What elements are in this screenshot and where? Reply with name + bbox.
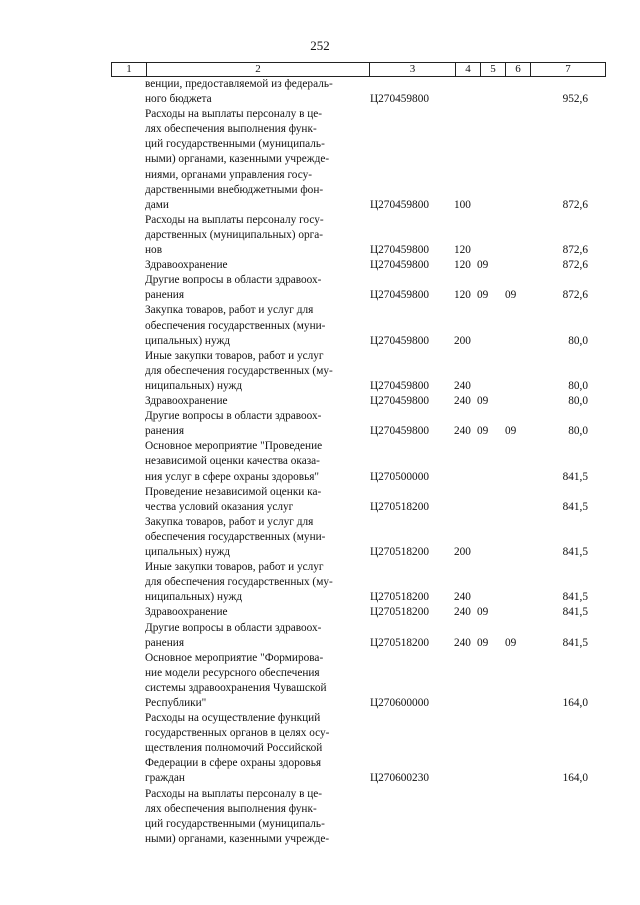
row-description bbox=[145, 439, 360, 484]
description-line: лях обеспечения выполнения функ- bbox=[145, 802, 317, 815]
expense-type: 240 bbox=[454, 591, 471, 604]
section: 09 bbox=[477, 606, 489, 619]
amount: 80,0 bbox=[568, 334, 588, 347]
amount: 164,0 bbox=[562, 772, 588, 785]
description-line: ранения bbox=[145, 425, 185, 438]
column-header-5: 5 bbox=[481, 63, 506, 77]
description-line: лях обеспечения выполнения функ- bbox=[145, 123, 317, 136]
description-line: ными) органами, казенными учрежде- bbox=[145, 832, 330, 845]
description-line: Закупка товаров, работ и услуг для bbox=[145, 304, 314, 317]
description-line: Другие вопросы в области здравоох- bbox=[145, 274, 322, 287]
row-description bbox=[145, 515, 360, 560]
target-article-code: Ц270518200 bbox=[370, 606, 429, 619]
target-article-code: Ц270459800 bbox=[370, 244, 429, 257]
description-line: Иные закупки товаров, работ и услуг bbox=[145, 349, 324, 362]
row-description bbox=[145, 409, 360, 439]
description-line: ципальных) нужд bbox=[145, 546, 231, 558]
subsection: 09 bbox=[505, 425, 517, 438]
subsection: 09 bbox=[505, 636, 517, 649]
target-article-code: Ц270459800 bbox=[370, 289, 429, 302]
description-line: ниципальных) нужд bbox=[145, 379, 243, 392]
target-article-code: Ц270600000 bbox=[370, 696, 429, 709]
description-line: Иные закупки товаров, работ и услуг bbox=[145, 561, 324, 574]
description-line: ние модели ресурсного обеспечения bbox=[145, 666, 320, 679]
target-article-code: Ц270518200 bbox=[370, 546, 429, 558]
table-row bbox=[0, 787, 640, 847]
column-header-1: 1 bbox=[112, 63, 147, 77]
expense-type: 200 bbox=[454, 546, 471, 558]
target-article-code: Ц270518200 bbox=[370, 500, 429, 513]
section: 09 bbox=[477, 259, 489, 272]
amount: 841,5 bbox=[562, 500, 588, 513]
column-header-3: 3 bbox=[370, 63, 456, 77]
expense-type: 120 bbox=[454, 244, 471, 257]
table-row bbox=[0, 651, 640, 711]
target-article-code: Ц270459800 bbox=[370, 93, 429, 106]
amount: 80,0 bbox=[568, 379, 588, 392]
amount: 952,6 bbox=[562, 93, 588, 106]
description-line: Федерации в сфере охраны здоровья bbox=[145, 757, 322, 770]
description-line: ного бюджета bbox=[145, 93, 212, 106]
amount: 841,5 bbox=[562, 546, 588, 558]
description-line: Закупка товаров, работ и услуг для bbox=[145, 515, 314, 528]
expense-type: 120 bbox=[454, 289, 471, 302]
description-line: Здравоохранение bbox=[145, 259, 228, 272]
row-description bbox=[145, 258, 360, 273]
description-line: дами bbox=[145, 198, 169, 211]
expense-type: 240 bbox=[454, 425, 471, 438]
column-header-6: 6 bbox=[506, 63, 531, 77]
expense-type: 240 bbox=[454, 379, 471, 392]
table-row bbox=[0, 273, 640, 303]
description-line: Расходы на выплаты персоналу в це- bbox=[145, 787, 323, 800]
amount: 872,6 bbox=[562, 259, 588, 272]
expense-type: 240 bbox=[454, 636, 471, 649]
table-row bbox=[0, 621, 640, 651]
description-line: граждан bbox=[145, 772, 185, 785]
row-description bbox=[145, 485, 360, 515]
amount: 841,5 bbox=[562, 591, 588, 604]
amount: 164,0 bbox=[562, 696, 588, 709]
expense-type: 120 bbox=[454, 259, 471, 272]
expense-type: 100 bbox=[454, 198, 471, 211]
table-row bbox=[0, 303, 640, 348]
row-description bbox=[145, 107, 360, 213]
target-article-code: Ц270459800 bbox=[370, 379, 429, 392]
target-article-code: Ц270518200 bbox=[370, 636, 429, 649]
table-row bbox=[0, 258, 640, 273]
column-header-table bbox=[111, 62, 606, 77]
amount: 841,5 bbox=[562, 606, 588, 619]
row-description bbox=[145, 349, 360, 394]
row-description bbox=[145, 213, 360, 258]
section: 09 bbox=[477, 636, 489, 649]
table-row bbox=[0, 439, 640, 484]
amount: 872,6 bbox=[562, 198, 588, 211]
description-line: ния услуг в сфере охраны здоровья" bbox=[145, 470, 320, 483]
description-line: обеспечения государственных (муни- bbox=[145, 319, 326, 332]
table-row bbox=[0, 77, 640, 107]
row-description bbox=[145, 560, 360, 605]
table-row bbox=[0, 560, 640, 605]
expense-type: 240 bbox=[454, 606, 471, 619]
description-line: нов bbox=[145, 244, 163, 257]
description-line: Здравоохранение bbox=[145, 395, 228, 408]
description-line: чества условий оказания услуг bbox=[145, 500, 294, 513]
target-article-code: Ц270500000 bbox=[370, 470, 429, 483]
description-line: дарственными внебюджетными фон- bbox=[145, 183, 324, 196]
amount: 872,6 bbox=[562, 289, 588, 302]
target-article-code: Ц270459800 bbox=[370, 334, 429, 347]
description-line: Расходы на выплаты персоналу госу- bbox=[145, 213, 324, 226]
column-header-2: 2 bbox=[147, 63, 370, 77]
description-line: для обеспечения государственных (му- bbox=[145, 576, 333, 589]
description-line: Проведение независимой оценки ка- bbox=[145, 485, 322, 498]
target-article-code: Ц270459800 bbox=[370, 395, 429, 408]
subsection: 09 bbox=[505, 289, 517, 302]
description-line: Другие вопросы в области здравоох- bbox=[145, 621, 322, 634]
description-line: Основное мероприятие "Формирова- bbox=[145, 651, 324, 664]
description-line: дарственных (муниципальных) орга- bbox=[145, 228, 324, 241]
description-line: Республики" bbox=[145, 696, 207, 709]
description-line: венции, предоставляемой из федераль- bbox=[145, 78, 333, 90]
row-description bbox=[145, 273, 360, 303]
expense-type: 200 bbox=[454, 334, 471, 347]
description-line: ранения bbox=[145, 636, 185, 649]
amount: 80,0 bbox=[568, 425, 588, 438]
table-row bbox=[0, 711, 640, 787]
table-row bbox=[0, 409, 640, 439]
row-description bbox=[145, 651, 360, 711]
description-line: ществления полномочий Российской bbox=[145, 742, 323, 755]
description-line: для обеспечения государственных (му- bbox=[145, 364, 333, 377]
description-line: ниципальных) нужд bbox=[145, 591, 243, 604]
column-header-7: 7 bbox=[531, 63, 606, 77]
column-header-row bbox=[112, 63, 606, 77]
row-description bbox=[145, 77, 360, 107]
amount: 80,0 bbox=[568, 395, 588, 408]
table-row bbox=[0, 213, 640, 258]
expense-type: 240 bbox=[454, 395, 471, 408]
row-description bbox=[145, 394, 360, 409]
target-article-code: Ц270459800 bbox=[370, 425, 429, 438]
description-line: государственных органов в целях осу- bbox=[145, 727, 330, 740]
section: 09 bbox=[477, 395, 489, 408]
table-row bbox=[0, 107, 640, 213]
table-row bbox=[0, 394, 640, 409]
description-line: ций государственными (муниципаль- bbox=[145, 138, 325, 151]
table-row bbox=[0, 485, 640, 515]
target-article-code: Ц270459800 bbox=[370, 198, 429, 211]
description-line: Здравоохранение bbox=[145, 606, 228, 619]
amount: 841,5 bbox=[562, 636, 588, 649]
description-line: Основное мероприятие "Проведение bbox=[145, 440, 323, 453]
budget-table-body bbox=[0, 77, 640, 847]
amount: 872,6 bbox=[562, 244, 588, 257]
target-article-code: Ц270459800 bbox=[370, 259, 429, 272]
description-line: системы здравоохранения Чувашской bbox=[145, 681, 327, 694]
table-row bbox=[0, 515, 640, 560]
target-article-code: Ц270600230 bbox=[370, 772, 429, 785]
description-line: ными) органами, казенными учрежде- bbox=[145, 153, 330, 166]
section: 09 bbox=[477, 289, 489, 302]
description-line: Другие вопросы в области здравоох- bbox=[145, 410, 322, 423]
table-row bbox=[0, 605, 640, 620]
description-line: Расходы на осуществление функций bbox=[145, 712, 321, 725]
description-line: ципальных) нужд bbox=[145, 334, 231, 347]
description-line: независимой оценки качества оказа- bbox=[145, 455, 320, 468]
target-article-code: Ц270518200 bbox=[370, 591, 429, 604]
page-number: 252 bbox=[310, 38, 330, 53]
amount: 841,5 bbox=[562, 470, 588, 483]
row-description bbox=[145, 787, 360, 847]
row-description bbox=[145, 605, 360, 620]
column-header-4: 4 bbox=[456, 63, 481, 77]
row-description bbox=[145, 711, 360, 786]
section: 09 bbox=[477, 425, 489, 438]
description-line: Расходы на выплаты персоналу в це- bbox=[145, 108, 323, 121]
description-line: обеспечения государственных (муни- bbox=[145, 530, 326, 543]
row-description bbox=[145, 303, 360, 348]
table-row bbox=[0, 349, 640, 394]
row-description bbox=[145, 621, 360, 651]
description-line: ранения bbox=[145, 289, 185, 302]
description-line: ций государственными (муниципаль- bbox=[145, 817, 325, 830]
description-line: ниями, органами управления госу- bbox=[145, 168, 313, 181]
